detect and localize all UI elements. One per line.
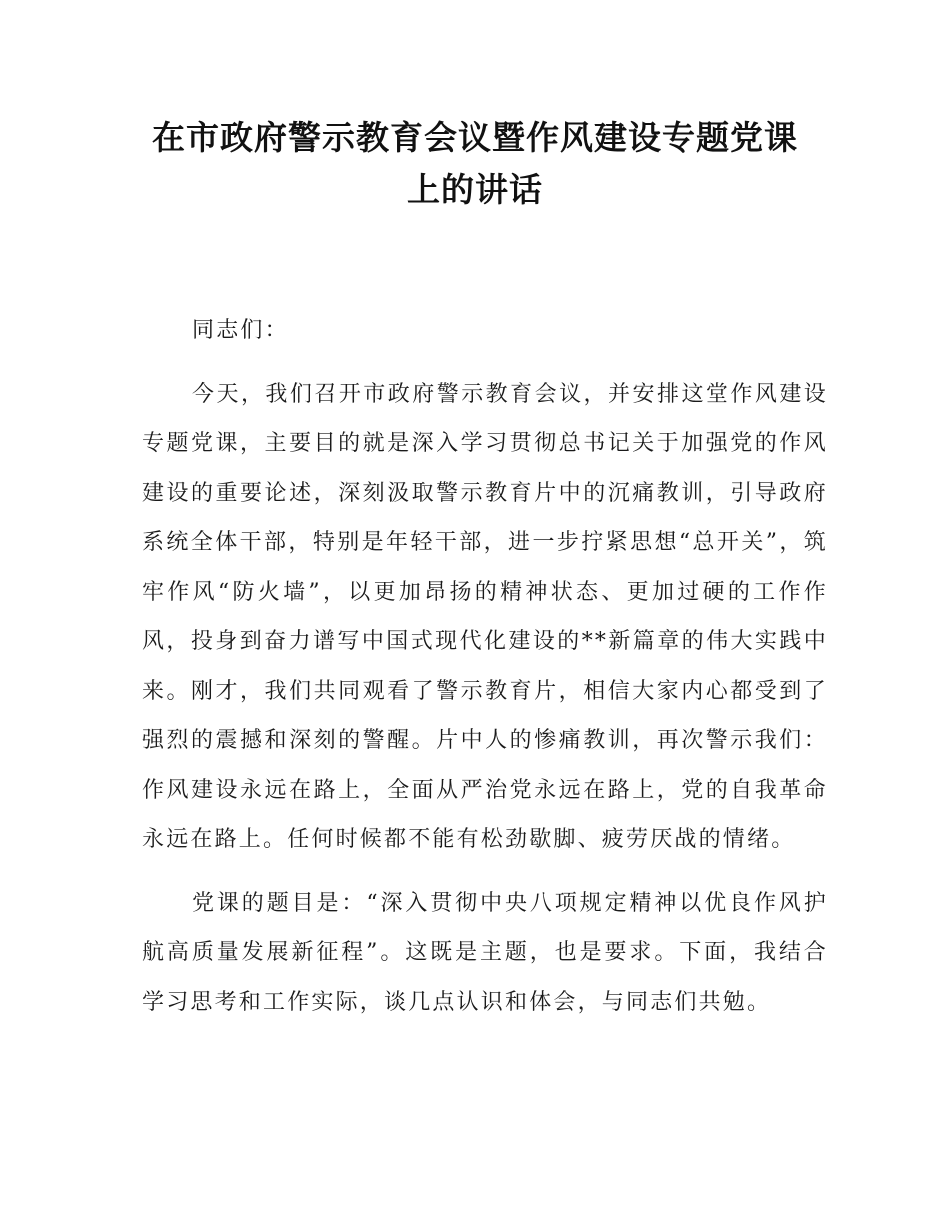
salutation: 同志们： (192, 318, 289, 343)
document-title (100, 112, 850, 216)
title-line-1: 在市政府警示教育会议暨作风建设专题党课 (152, 118, 798, 157)
paragraph-topic: 党课的题目是：“深入贯彻中央八项规定精神以优良作风护航高质量发展新征程”。这既是主题，也是要求。下面，我结合学习思考和工作实际，谈几点认识和体会，与同志们共勉。 (142, 890, 828, 1015)
paragraph-spacer (142, 356, 828, 370)
paragraph-opening: 今天，我们召开市政府警示教育会议，并安排这堂作风建设专题党课，主要目的就是深入学习贯彻总书记关于加强党的作风建设的重要论述，深刻汲取警示教育片中的沉痛教训，引导政府系统全体干部，特别是年轻干部，进一步拧紧思想“总开关”，筑牢作风“防火墙”，以更加昂扬的精神状态、更加过硬的工作作风，投身到奋力谱写中国式现代化建设的**新篇章的伟大实践中来。刚才，我们共同观看了警示教育片，相信大家内心都受到了强烈的震撼和深刻的警醒。片中人的惨痛教训，再次警示我们：作风建设永远在路上，全面从严治党永远在路上，党的自我革命永远在路上。任何时候都不能有松劲歇脚、疲劳厌战的情绪。 (142, 381, 828, 852)
document-body (142, 306, 828, 1027)
title-line-2: 上的讲话 (407, 170, 543, 209)
paragraph-spacer (142, 865, 828, 879)
